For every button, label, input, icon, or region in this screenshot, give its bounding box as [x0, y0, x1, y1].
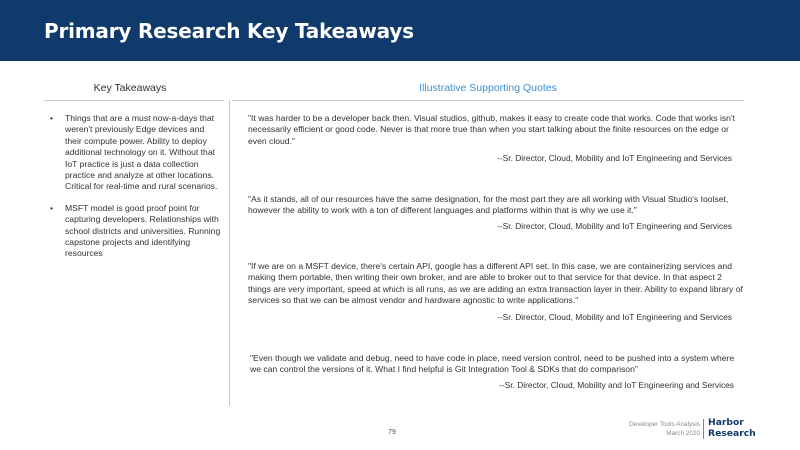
bullet-icon: •: [50, 202, 54, 213]
title-banner: [0, 0, 800, 61]
key-takeaways-heading: Key Takeaways: [93, 82, 167, 94]
footer-separator: [703, 419, 704, 439]
quote-text: "As it stands, all of our resources have the same designation, for the most part they are all working with Visual Studio's toolset, however the ability to work with a ton of different languages and platforms within that is why we use it.": [248, 194, 729, 216]
footer-report-info: [629, 420, 700, 438]
quote-text: "Even though we validate and debug, need to have code in place, need version control, need to be pushed into a system where we can control the versions of it. What I find helpful is Git Integration Tool & SDKs that do comparison": [250, 353, 735, 375]
page-number: 79: [388, 429, 396, 436]
right-heading-rule: [232, 100, 744, 101]
quote-attribution: --Sr. Director, Cloud, Mobility and IoT Engineering and Services: [497, 221, 732, 231]
quote-text: "It was harder to be a developer back then. Visual studios, github, makes it easy to create code that works. Code that works isn't necessarily efficient or good code. Never is that more true than when you start talking about the finite resources on the edge or even cloud.": [248, 113, 735, 146]
takeaway-item: [50, 113, 222, 193]
takeaway-text: Things that are a must now-a-days that weren't previously Edge devices and their compute power. Ability to deploy additional technology on it. Without that IoT practice is just a data collection practice and analyze at other locations. Critical for real-time and rural scenarios.: [65, 113, 218, 192]
quote-attribution: --Sr. Director, Cloud, Mobility and IoT Engineering and Services: [497, 312, 732, 322]
takeaway-item: [50, 203, 222, 260]
column-divider: [229, 100, 230, 406]
supporting-quotes-heading: Illustrative Supporting Quotes: [419, 82, 557, 94]
report-date: March 2020: [666, 430, 700, 437]
takeaways-list: [50, 113, 222, 260]
quote-attribution: --Sr. Director, Cloud, Mobility and IoT Engineering and Services: [499, 380, 734, 390]
page-title: Primary Research Key Takeaways: [44, 19, 414, 43]
report-title: Developer Tools Analysis: [629, 421, 700, 428]
takeaway-text: MSFT model is good proof point for capturing developers. Relationships with school districts and universities. Running capstone projects and identifying resources: [65, 202, 221, 259]
logo-line-2: Research: [708, 427, 756, 439]
quote-attribution: --Sr. Director, Cloud, Mobility and IoT Engineering and Services: [497, 153, 732, 163]
logo-line-1: Harbor: [708, 417, 744, 428]
quote-text: "If we are on a MSFT device, there's certain API, google has a different API set. In this case, we are containerizing services and making them portable, then writing their own broker, and are able to broker out to that service for that device. In that aspect 2 things are very important, speed at which is all runs, as we are adding an extra transaction layer in their. Ability to expand library of services so that we can be almost vendor and hardware agnostic to write applications.": [248, 261, 743, 306]
harbor-research-logo: [708, 418, 756, 439]
left-heading-rule: [44, 100, 224, 101]
bullet-icon: •: [50, 113, 54, 123]
